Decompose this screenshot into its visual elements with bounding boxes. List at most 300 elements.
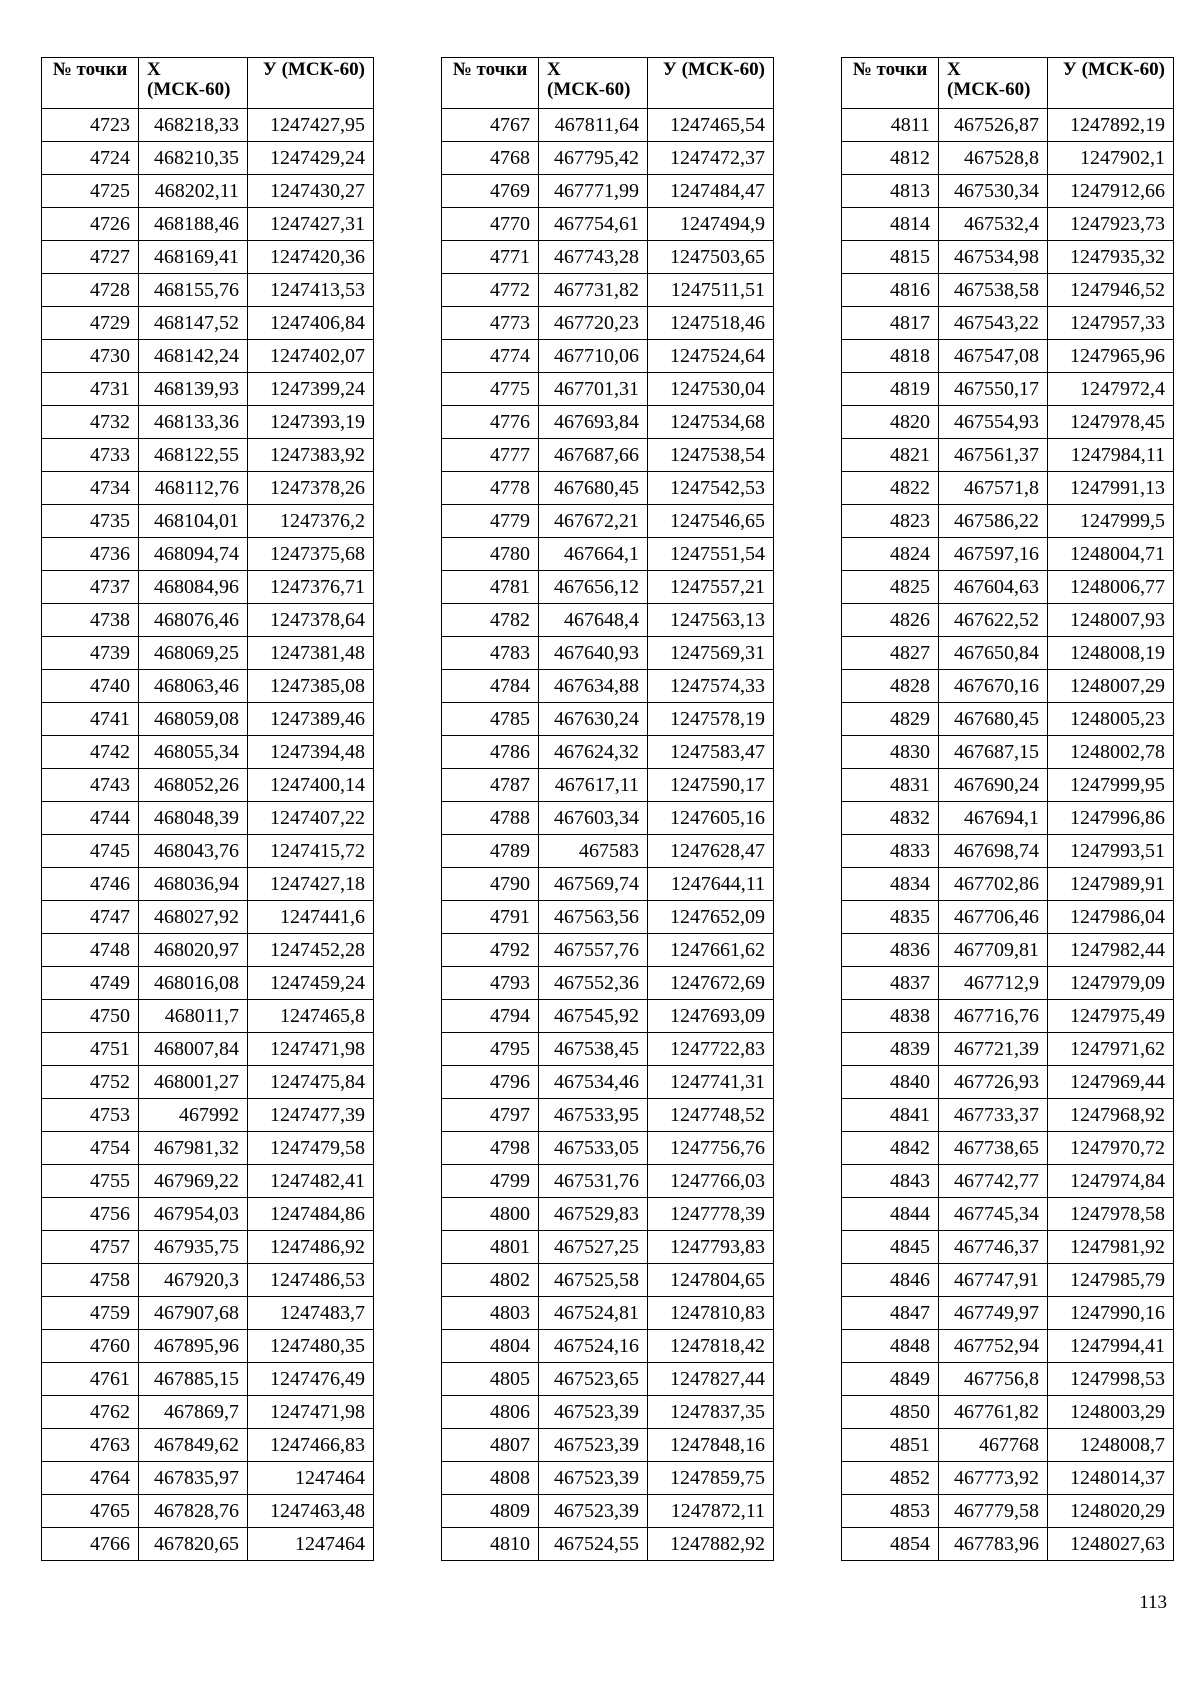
table-row xyxy=(842,538,1174,571)
x-coordinate-cell: 467550,17 xyxy=(939,373,1048,406)
table-row xyxy=(442,1033,774,1066)
point-number-cell: 4829 xyxy=(842,703,939,736)
table-row xyxy=(442,538,774,571)
x-coordinate-cell: 468122,55 xyxy=(139,439,248,472)
table-row xyxy=(842,1099,1174,1132)
point-number-cell: 4795 xyxy=(442,1033,539,1066)
y-coordinate-cell: 1248008,7 xyxy=(1048,1429,1174,1462)
y-coordinate-cell: 1247628,47 xyxy=(648,835,774,868)
y-coordinate-cell: 1247912,66 xyxy=(1048,175,1174,208)
x-coordinate-cell: 467547,08 xyxy=(939,340,1048,373)
table-row xyxy=(442,703,774,736)
table-row xyxy=(442,802,774,835)
x-coordinate-cell: 467670,16 xyxy=(939,670,1048,703)
table-row xyxy=(42,1000,374,1033)
table-row xyxy=(42,670,374,703)
table-row xyxy=(442,340,774,373)
point-number-cell: 4820 xyxy=(842,406,939,439)
x-coordinate-cell: 467532,4 xyxy=(939,208,1048,241)
x-coordinate-cell: 468202,11 xyxy=(139,175,248,208)
y-coordinate-cell: 1247399,24 xyxy=(248,373,374,406)
table-row xyxy=(442,1462,774,1495)
y-coordinate-cell: 1247644,11 xyxy=(648,868,774,901)
table-row xyxy=(42,1132,374,1165)
point-number-cell: 4723 xyxy=(42,109,139,142)
point-number-cell: 4737 xyxy=(42,571,139,604)
table-row xyxy=(442,1231,774,1264)
x-coordinate-cell: 467531,76 xyxy=(539,1165,648,1198)
table-row xyxy=(42,1165,374,1198)
x-coordinate-cell: 467617,11 xyxy=(539,769,648,802)
x-coordinate-cell: 468007,84 xyxy=(139,1033,248,1066)
x-coordinate-cell: 467747,91 xyxy=(939,1264,1048,1297)
x-coordinate-cell: 467640,93 xyxy=(539,637,648,670)
y-coordinate-cell: 1247902,1 xyxy=(1048,142,1174,175)
point-number-cell: 4735 xyxy=(42,505,139,538)
y-coordinate-cell: 1247766,03 xyxy=(648,1165,774,1198)
x-coordinate-cell: 467545,92 xyxy=(539,1000,648,1033)
y-coordinate-cell: 1247605,16 xyxy=(648,802,774,835)
table-row xyxy=(442,1396,774,1429)
y-coordinate-cell: 1247465,8 xyxy=(248,1000,374,1033)
y-coordinate-cell: 1247465,54 xyxy=(648,109,774,142)
point-number-cell: 4821 xyxy=(842,439,939,472)
x-coordinate-cell: 467552,36 xyxy=(539,967,648,1000)
table-row xyxy=(842,439,1174,472)
y-coordinate-cell: 1247999,5 xyxy=(1048,505,1174,538)
y-coordinate-cell: 1247923,73 xyxy=(1048,208,1174,241)
x-coordinate-cell: 468043,76 xyxy=(139,835,248,868)
point-number-cell: 4752 xyxy=(42,1066,139,1099)
point-number-cell: 4832 xyxy=(842,802,939,835)
point-number-cell: 4806 xyxy=(442,1396,539,1429)
y-coordinate-cell: 1247986,04 xyxy=(1048,901,1174,934)
y-coordinate-cell: 1247420,36 xyxy=(248,241,374,274)
y-coordinate-cell: 1247574,33 xyxy=(648,670,774,703)
x-coordinate-cell: 467523,39 xyxy=(539,1462,648,1495)
x-coordinate-cell: 467523,39 xyxy=(539,1429,648,1462)
table-row xyxy=(442,505,774,538)
table-row xyxy=(442,1528,774,1561)
point-number-cell: 4763 xyxy=(42,1429,139,1462)
y-coordinate-cell: 1247859,75 xyxy=(648,1462,774,1495)
y-coordinate-cell: 1247557,21 xyxy=(648,571,774,604)
table-row xyxy=(842,1363,1174,1396)
x-coordinate-cell: 467634,88 xyxy=(539,670,648,703)
header-x-coordinate: Х (МСК-60) xyxy=(939,58,1048,109)
y-coordinate-cell: 1248014,37 xyxy=(1048,1462,1174,1495)
header-x-coordinate: Х (МСК-60) xyxy=(539,58,648,109)
y-coordinate-cell: 1247989,91 xyxy=(1048,868,1174,901)
point-number-cell: 4782 xyxy=(442,604,539,637)
point-number-cell: 4725 xyxy=(42,175,139,208)
y-coordinate-cell: 1247994,41 xyxy=(1048,1330,1174,1363)
table-row xyxy=(42,406,374,439)
point-number-cell: 4846 xyxy=(842,1264,939,1297)
table-row xyxy=(42,208,374,241)
x-coordinate-cell: 467648,4 xyxy=(539,604,648,637)
coordinates-table-1 xyxy=(41,57,374,1561)
y-coordinate-cell: 1247661,62 xyxy=(648,934,774,967)
point-number-cell: 4750 xyxy=(42,1000,139,1033)
table-row xyxy=(442,439,774,472)
y-coordinate-cell: 1247872,11 xyxy=(648,1495,774,1528)
table-row xyxy=(442,1297,774,1330)
x-coordinate-cell: 468052,26 xyxy=(139,769,248,802)
point-number-cell: 4799 xyxy=(442,1165,539,1198)
coordinates-table-3 xyxy=(841,57,1174,1561)
point-number-cell: 4798 xyxy=(442,1132,539,1165)
x-coordinate-cell: 468142,24 xyxy=(139,340,248,373)
x-coordinate-cell: 467571,8 xyxy=(939,472,1048,505)
y-coordinate-cell: 1247452,28 xyxy=(248,934,374,967)
y-coordinate-cell: 1247430,27 xyxy=(248,175,374,208)
y-coordinate-cell: 1247892,19 xyxy=(1048,109,1174,142)
point-number-cell: 4736 xyxy=(42,538,139,571)
table-row xyxy=(42,901,374,934)
table-row xyxy=(842,604,1174,637)
y-coordinate-cell: 1247471,98 xyxy=(248,1033,374,1066)
point-number-cell: 4807 xyxy=(442,1429,539,1462)
x-coordinate-cell: 468027,92 xyxy=(139,901,248,934)
table-row xyxy=(42,1099,374,1132)
table-row xyxy=(42,934,374,967)
x-coordinate-cell: 467534,46 xyxy=(539,1066,648,1099)
x-coordinate-cell: 467533,05 xyxy=(539,1132,648,1165)
y-coordinate-cell: 1247376,71 xyxy=(248,571,374,604)
point-number-cell: 4724 xyxy=(42,142,139,175)
point-number-cell: 4770 xyxy=(442,208,539,241)
header-y-coordinate: У (МСК-60) xyxy=(248,58,374,109)
table-row xyxy=(842,241,1174,274)
x-coordinate-cell: 468001,27 xyxy=(139,1066,248,1099)
point-number-cell: 4785 xyxy=(442,703,539,736)
table-row xyxy=(42,109,374,142)
point-number-cell: 4833 xyxy=(842,835,939,868)
table-row xyxy=(42,538,374,571)
point-number-cell: 4762 xyxy=(42,1396,139,1429)
point-number-cell: 4789 xyxy=(442,835,539,868)
table-row xyxy=(42,340,374,373)
y-coordinate-cell: 1247672,69 xyxy=(648,967,774,1000)
table-row xyxy=(442,472,774,505)
point-number-cell: 4835 xyxy=(842,901,939,934)
x-coordinate-cell: 467523,65 xyxy=(539,1363,648,1396)
x-coordinate-cell: 467664,1 xyxy=(539,538,648,571)
table-row xyxy=(42,1462,374,1495)
y-coordinate-cell: 1247974,84 xyxy=(1048,1165,1174,1198)
table-row xyxy=(42,1363,374,1396)
x-coordinate-cell: 467529,83 xyxy=(539,1198,648,1231)
table-row xyxy=(842,307,1174,340)
x-coordinate-cell: 468094,74 xyxy=(139,538,248,571)
point-number-cell: 4771 xyxy=(442,241,539,274)
x-coordinate-cell: 467773,92 xyxy=(939,1462,1048,1495)
point-number-cell: 4772 xyxy=(442,274,539,307)
y-coordinate-cell: 1247975,49 xyxy=(1048,1000,1174,1033)
y-coordinate-cell: 1247472,37 xyxy=(648,142,774,175)
table-row xyxy=(42,1231,374,1264)
x-coordinate-cell: 468016,08 xyxy=(139,967,248,1000)
x-coordinate-cell: 467690,24 xyxy=(939,769,1048,802)
table-row xyxy=(42,1396,374,1429)
x-coordinate-cell: 467742,77 xyxy=(939,1165,1048,1198)
x-coordinate-cell: 468218,33 xyxy=(139,109,248,142)
table-row xyxy=(842,1033,1174,1066)
table-row xyxy=(442,736,774,769)
table-row xyxy=(842,1000,1174,1033)
table-row xyxy=(442,571,774,604)
x-coordinate-cell: 468063,46 xyxy=(139,670,248,703)
point-number-cell: 4764 xyxy=(42,1462,139,1495)
x-coordinate-cell: 467604,63 xyxy=(939,571,1048,604)
point-number-cell: 4787 xyxy=(442,769,539,802)
table-row xyxy=(842,1066,1174,1099)
table-row xyxy=(842,1231,1174,1264)
header-y-coordinate: У (МСК-60) xyxy=(1048,58,1174,109)
point-number-cell: 4841 xyxy=(842,1099,939,1132)
table-row xyxy=(42,604,374,637)
x-coordinate-cell: 467743,28 xyxy=(539,241,648,274)
x-coordinate-cell: 467992 xyxy=(139,1099,248,1132)
point-number-cell: 4761 xyxy=(42,1363,139,1396)
x-coordinate-cell: 468069,25 xyxy=(139,637,248,670)
x-coordinate-cell: 468059,08 xyxy=(139,703,248,736)
y-coordinate-cell: 1248004,71 xyxy=(1048,538,1174,571)
point-number-cell: 4791 xyxy=(442,901,539,934)
table-row xyxy=(42,868,374,901)
y-coordinate-cell: 1247946,52 xyxy=(1048,274,1174,307)
x-coordinate-cell: 467828,76 xyxy=(139,1495,248,1528)
point-number-cell: 4817 xyxy=(842,307,939,340)
x-coordinate-cell: 467530,34 xyxy=(939,175,1048,208)
y-coordinate-cell: 1247981,92 xyxy=(1048,1231,1174,1264)
point-number-cell: 4838 xyxy=(842,1000,939,1033)
table-row xyxy=(42,439,374,472)
table-row xyxy=(442,637,774,670)
x-coordinate-cell: 467761,82 xyxy=(939,1396,1048,1429)
point-number-cell: 4780 xyxy=(442,538,539,571)
table-row xyxy=(842,835,1174,868)
x-coordinate-cell: 467754,61 xyxy=(539,208,648,241)
y-coordinate-cell: 1247393,19 xyxy=(248,406,374,439)
table-row xyxy=(42,307,374,340)
header-point-number: № точки xyxy=(42,58,139,109)
x-coordinate-cell: 467733,37 xyxy=(939,1099,1048,1132)
x-coordinate-cell: 467523,39 xyxy=(539,1396,648,1429)
table-row xyxy=(842,637,1174,670)
point-number-cell: 4843 xyxy=(842,1165,939,1198)
y-coordinate-cell: 1247486,53 xyxy=(248,1264,374,1297)
x-coordinate-cell: 467768 xyxy=(939,1429,1048,1462)
y-coordinate-cell: 1247972,4 xyxy=(1048,373,1174,406)
x-coordinate-cell: 467895,96 xyxy=(139,1330,248,1363)
point-number-cell: 4786 xyxy=(442,736,539,769)
y-coordinate-cell: 1247475,84 xyxy=(248,1066,374,1099)
y-coordinate-cell: 1247413,53 xyxy=(248,274,374,307)
table-header-row xyxy=(442,58,774,109)
point-number-cell: 4819 xyxy=(842,373,939,406)
table-row xyxy=(42,736,374,769)
table-row xyxy=(42,835,374,868)
table-row xyxy=(842,1198,1174,1231)
point-number-cell: 4769 xyxy=(442,175,539,208)
table-row xyxy=(42,571,374,604)
x-coordinate-cell: 468104,01 xyxy=(139,505,248,538)
x-coordinate-cell: 467712,9 xyxy=(939,967,1048,1000)
x-coordinate-cell: 467738,65 xyxy=(939,1132,1048,1165)
table-row xyxy=(42,637,374,670)
y-coordinate-cell: 1248008,19 xyxy=(1048,637,1174,670)
y-coordinate-cell: 1247484,47 xyxy=(648,175,774,208)
y-coordinate-cell: 1247524,64 xyxy=(648,340,774,373)
point-number-cell: 4851 xyxy=(842,1429,939,1462)
table-row xyxy=(842,472,1174,505)
table-row xyxy=(442,1132,774,1165)
x-coordinate-cell: 467526,87 xyxy=(939,109,1048,142)
point-number-cell: 4801 xyxy=(442,1231,539,1264)
y-coordinate-cell: 1247793,83 xyxy=(648,1231,774,1264)
x-coordinate-cell: 467693,84 xyxy=(539,406,648,439)
table-row xyxy=(442,1000,774,1033)
x-coordinate-cell: 468020,97 xyxy=(139,934,248,967)
table-row xyxy=(442,604,774,637)
y-coordinate-cell: 1247693,09 xyxy=(648,1000,774,1033)
table-row xyxy=(42,1198,374,1231)
x-coordinate-cell: 467969,22 xyxy=(139,1165,248,1198)
x-coordinate-cell: 468133,36 xyxy=(139,406,248,439)
header-y-coordinate: У (МСК-60) xyxy=(648,58,774,109)
point-number-cell: 4733 xyxy=(42,439,139,472)
point-number-cell: 4732 xyxy=(42,406,139,439)
y-coordinate-cell: 1247427,31 xyxy=(248,208,374,241)
table-row xyxy=(42,1033,374,1066)
y-coordinate-cell: 1247415,72 xyxy=(248,835,374,868)
table-row xyxy=(442,1330,774,1363)
point-number-cell: 4775 xyxy=(442,373,539,406)
y-coordinate-cell: 1247466,83 xyxy=(248,1429,374,1462)
point-number-cell: 4852 xyxy=(842,1462,939,1495)
point-number-cell: 4850 xyxy=(842,1396,939,1429)
point-number-cell: 4805 xyxy=(442,1363,539,1396)
x-coordinate-cell: 467534,98 xyxy=(939,241,1048,274)
x-coordinate-cell: 467527,25 xyxy=(539,1231,648,1264)
y-coordinate-cell: 1247385,08 xyxy=(248,670,374,703)
x-coordinate-cell: 467720,23 xyxy=(539,307,648,340)
y-coordinate-cell: 1247483,7 xyxy=(248,1297,374,1330)
x-coordinate-cell: 467981,32 xyxy=(139,1132,248,1165)
x-coordinate-cell: 467563,56 xyxy=(539,901,648,934)
x-coordinate-cell: 467783,96 xyxy=(939,1528,1048,1561)
point-number-cell: 4739 xyxy=(42,637,139,670)
y-coordinate-cell: 1247406,84 xyxy=(248,307,374,340)
page-number: 113 xyxy=(1139,1592,1167,1613)
y-coordinate-cell: 1247999,95 xyxy=(1048,769,1174,802)
point-number-cell: 4824 xyxy=(842,538,939,571)
x-coordinate-cell: 467524,81 xyxy=(539,1297,648,1330)
point-number-cell: 4774 xyxy=(442,340,539,373)
x-coordinate-cell: 468084,96 xyxy=(139,571,248,604)
point-number-cell: 4767 xyxy=(442,109,539,142)
point-number-cell: 4839 xyxy=(842,1033,939,1066)
table-row xyxy=(442,175,774,208)
y-coordinate-cell: 1247400,14 xyxy=(248,769,374,802)
table-row xyxy=(842,1297,1174,1330)
point-number-cell: 4776 xyxy=(442,406,539,439)
x-coordinate-cell: 467538,58 xyxy=(939,274,1048,307)
table-header-row xyxy=(842,58,1174,109)
y-coordinate-cell: 1247979,09 xyxy=(1048,967,1174,1000)
x-coordinate-cell: 467622,52 xyxy=(939,604,1048,637)
y-coordinate-cell: 1247982,44 xyxy=(1048,934,1174,967)
point-number-cell: 4778 xyxy=(442,472,539,505)
y-coordinate-cell: 1247464 xyxy=(248,1528,374,1561)
y-coordinate-cell: 1247376,2 xyxy=(248,505,374,538)
y-coordinate-cell: 1248006,77 xyxy=(1048,571,1174,604)
table-row xyxy=(442,1165,774,1198)
x-coordinate-cell: 467557,76 xyxy=(539,934,648,967)
x-coordinate-cell: 467885,15 xyxy=(139,1363,248,1396)
point-number-cell: 4826 xyxy=(842,604,939,637)
point-number-cell: 4756 xyxy=(42,1198,139,1231)
y-coordinate-cell: 1247984,11 xyxy=(1048,439,1174,472)
point-number-cell: 4842 xyxy=(842,1132,939,1165)
table-row xyxy=(842,1264,1174,1297)
point-number-cell: 4853 xyxy=(842,1495,939,1528)
point-number-cell: 4804 xyxy=(442,1330,539,1363)
point-number-cell: 4729 xyxy=(42,307,139,340)
table-row xyxy=(42,769,374,802)
table-row xyxy=(42,1495,374,1528)
point-number-cell: 4748 xyxy=(42,934,139,967)
x-coordinate-cell: 467716,76 xyxy=(939,1000,1048,1033)
x-coordinate-cell: 467795,42 xyxy=(539,142,648,175)
point-number-cell: 4793 xyxy=(442,967,539,1000)
point-number-cell: 4827 xyxy=(842,637,939,670)
point-number-cell: 4728 xyxy=(42,274,139,307)
point-number-cell: 4784 xyxy=(442,670,539,703)
x-coordinate-cell: 467528,8 xyxy=(939,142,1048,175)
table-row xyxy=(442,307,774,340)
table-row xyxy=(442,1264,774,1297)
table-row xyxy=(442,670,774,703)
point-number-cell: 4754 xyxy=(42,1132,139,1165)
x-coordinate-cell: 467701,31 xyxy=(539,373,648,406)
point-number-cell: 4741 xyxy=(42,703,139,736)
table-row xyxy=(42,1066,374,1099)
x-coordinate-cell: 467603,34 xyxy=(539,802,648,835)
point-number-cell: 4848 xyxy=(842,1330,939,1363)
point-number-cell: 4811 xyxy=(842,109,939,142)
x-coordinate-cell: 468048,39 xyxy=(139,802,248,835)
y-coordinate-cell: 1247990,16 xyxy=(1048,1297,1174,1330)
point-number-cell: 4830 xyxy=(842,736,939,769)
point-number-cell: 4740 xyxy=(42,670,139,703)
x-coordinate-cell: 467597,16 xyxy=(939,538,1048,571)
point-number-cell: 4765 xyxy=(42,1495,139,1528)
x-coordinate-cell: 467687,15 xyxy=(939,736,1048,769)
point-number-cell: 4849 xyxy=(842,1363,939,1396)
table-row xyxy=(42,505,374,538)
table-row xyxy=(842,373,1174,406)
x-coordinate-cell: 467656,12 xyxy=(539,571,648,604)
point-number-cell: 4792 xyxy=(442,934,539,967)
x-coordinate-cell: 468112,76 xyxy=(139,472,248,505)
table-row xyxy=(842,274,1174,307)
table-row xyxy=(842,1396,1174,1429)
y-coordinate-cell: 1248002,78 xyxy=(1048,736,1174,769)
y-coordinate-cell: 1247427,95 xyxy=(248,109,374,142)
